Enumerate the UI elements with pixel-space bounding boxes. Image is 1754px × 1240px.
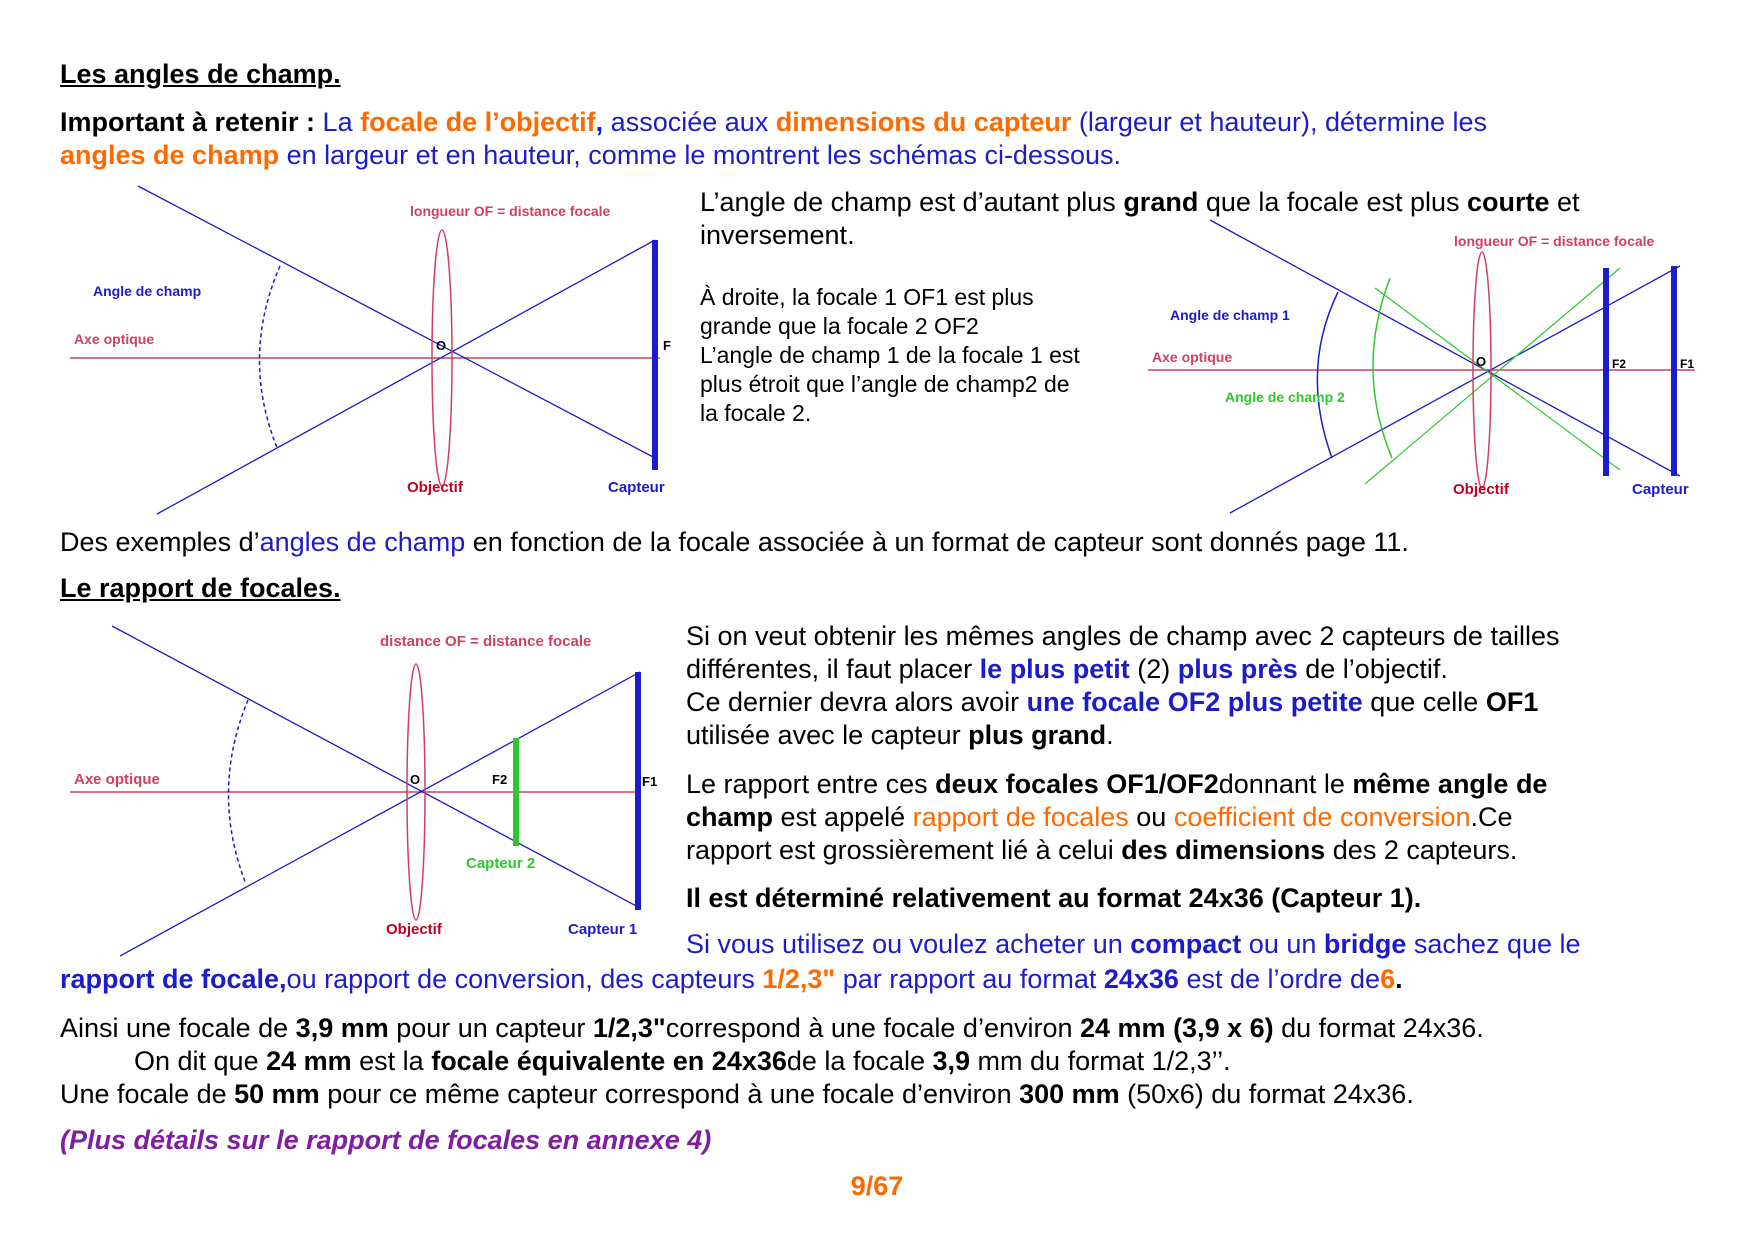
compact-text: Si vous utilisez ou voulez acheter un	[686, 929, 1131, 959]
equiv-text: pour un capteur	[388, 1013, 593, 1043]
ratio-text: .Ce	[1470, 802, 1513, 832]
diagram2-axis-label: Axe optique	[1152, 349, 1233, 365]
focal-comparison-text	[700, 283, 1140, 428]
ratio-keyword: rapport de focales	[912, 802, 1129, 832]
equiv-emphasis: 24 mm	[266, 1046, 352, 1076]
compact-keyword: rapport de focale,	[60, 964, 287, 994]
ratio-keyword: plus près	[1177, 654, 1298, 684]
equiv-text: du format 24x36.	[1273, 1013, 1484, 1043]
compact-text: par rapport au format	[835, 964, 1104, 994]
diagram1-angle-label: Angle de champ	[93, 283, 202, 299]
intro-lead: Important à retenir :	[60, 107, 323, 137]
intro-paragraph	[60, 106, 1720, 172]
diagram1-o-label: O	[436, 338, 447, 353]
diagram3-sensor1-label: Capteur 1	[568, 921, 638, 938]
ratio-text: Ce dernier devra alors avoir	[686, 687, 1027, 717]
equiv-text: Une focale de	[60, 1079, 235, 1109]
section-title-focal-ratio: Le rapport de focales.	[60, 573, 341, 603]
diagram2-top-label: longueur OF = distance focale	[1454, 233, 1655, 249]
diagram1-axis-label: Axe optique	[74, 331, 155, 347]
compact-keyword: 1/2,3"	[762, 964, 836, 994]
ratio-emphasis: des dimensions	[1121, 835, 1326, 865]
equiv-emphasis: focale équivalente en 24x36	[431, 1046, 787, 1076]
rule-text: et	[1549, 187, 1580, 217]
comparison-line: la focale 2.	[700, 400, 812, 426]
ratio-line: Si on veut obtenir les mêmes angles de champ avec 2 capteurs de tailles	[686, 621, 1560, 651]
diagram-angle-of-view	[60, 180, 680, 520]
diagram2-angle1-label: Angle de champ 1	[1170, 307, 1290, 323]
ratio-text: utilisée avec le capteur	[686, 720, 969, 750]
diagram2-o-label: O	[1476, 354, 1487, 369]
diagram3-lens-label: Objectif	[386, 921, 442, 938]
compact-bridge-line-2	[60, 963, 1403, 996]
compact-keyword: bridge	[1323, 929, 1407, 959]
equivalence-paragraph	[60, 1012, 1740, 1111]
equiv-text: est la	[351, 1046, 432, 1076]
comparison-line: plus étroit que l’angle de champ2 de	[700, 371, 1070, 397]
diagram1-f-label: F	[663, 338, 671, 353]
ratio-emphasis: deux focales OF1/OF2	[935, 769, 1219, 799]
equiv-text: pour ce même capteur correspond à une focale d’environ	[319, 1079, 1020, 1109]
diagram2-lens-label: Objectif	[1453, 481, 1509, 498]
ratio-text: rapport est grossièrement lié à celui	[686, 835, 1122, 865]
ratio-emphasis: plus grand	[968, 720, 1107, 750]
ratio-keyword: le plus petit	[979, 654, 1130, 684]
equiv-text: On dit que	[134, 1046, 267, 1076]
ratio-text: de l’objectif.	[1297, 654, 1448, 684]
intro-text: associée aux	[610, 107, 776, 137]
compact-text: ou rapport de conversion, des capteurs	[286, 964, 763, 994]
examples-keyword: angles de champ	[259, 527, 466, 557]
diagram-focal-ratio	[60, 620, 680, 960]
equiv-text: Ainsi une focale de	[60, 1013, 296, 1043]
compact-keyword: 24x36	[1103, 964, 1179, 994]
equiv-emphasis: 3,9 mm	[295, 1013, 389, 1043]
rule-emphasis: grand	[1123, 187, 1199, 217]
diagram-two-focals	[1140, 218, 1700, 518]
compact-text: est de l’ordre de	[1178, 964, 1381, 994]
focal-ratio-paragraph-2	[686, 768, 1726, 867]
diagram2-f2-label: F2	[1612, 357, 1627, 371]
comparison-line: L’angle de champ 1 de la focale 1 est	[700, 342, 1080, 368]
intro-text: (largeur et hauteur), détermine les	[1071, 107, 1488, 137]
diagram3-axis-label: Axe optique	[74, 771, 160, 788]
examples-text: Des exemples d’	[60, 527, 260, 557]
section-title-angles: Les angles de champ.	[60, 59, 341, 89]
compact-text: ou un	[1241, 929, 1324, 959]
equiv-emphasis: 50 mm	[234, 1079, 320, 1109]
annex-note: (Plus détails sur le rapport de focales en annexe 4)	[60, 1125, 712, 1155]
comparison-line: À droite, la focale 1 OF1 est plus	[700, 284, 1034, 310]
rule-emphasis: courte	[1467, 187, 1550, 217]
diagram2-angle2-label: Angle de champ 2	[1225, 389, 1345, 405]
intro-text: La	[322, 107, 361, 137]
ratio-text: Le rapport entre ces	[686, 769, 936, 799]
equiv-text: (50x6) du format 24x36.	[1119, 1079, 1414, 1109]
examples-line	[60, 526, 1409, 559]
intro-text: ,	[595, 107, 611, 137]
diagram2-sensor-label: Capteur	[1632, 481, 1689, 498]
ratio-emphasis: champ	[686, 802, 774, 832]
diagram1-top-label: longueur OF = distance focale	[410, 203, 611, 219]
page-number: 9/67	[850, 1171, 904, 1201]
compact-text: .	[1395, 964, 1403, 994]
diagram3-sensor2-label: Capteur 2	[466, 855, 536, 872]
ratio-emphasis: même angle de	[1352, 769, 1548, 799]
rule-text: L’angle de champ est d’autant plus	[700, 187, 1124, 217]
ratio-text: que celle	[1362, 687, 1486, 717]
diagram3-o-label: O	[410, 772, 421, 787]
equiv-emphasis: 3,9	[932, 1046, 971, 1076]
compact-keyword: 6	[1380, 964, 1396, 994]
ratio-emphasis: OF1	[1485, 687, 1539, 717]
intro-text: en largeur et en hauteur, comme le montrent les schémas ci-dessous.	[279, 140, 1121, 170]
compact-text: sachez que le	[1406, 929, 1581, 959]
diagram1-lens-label: Objectif	[407, 479, 463, 496]
equiv-text: mm du format 1/2,3’’.	[970, 1046, 1231, 1076]
diagram3-f1-label: F1	[642, 774, 658, 789]
ratio-keyword: une focale OF2 plus petite	[1026, 687, 1363, 717]
ratio-text: .	[1106, 720, 1114, 750]
diagram2-f1-label: F1	[1680, 357, 1695, 371]
comparison-line: grande que la focale 2 OF2	[700, 313, 979, 339]
rule-text: inversement.	[700, 220, 855, 250]
ratio-text: est appelé	[773, 802, 913, 832]
intro-keyword: dimensions du capteur	[775, 107, 1072, 137]
equiv-emphasis: 1/2,3"	[592, 1013, 666, 1043]
compact-keyword: compact	[1130, 929, 1242, 959]
examples-text: en fonction de la focale associée à un format de capteur sont donnés page 11.	[465, 527, 1409, 557]
equiv-text: correspond à une focale d’environ	[665, 1013, 1081, 1043]
rule-text: que la focale est plus	[1198, 187, 1467, 217]
equiv-emphasis: 24 mm (3,9 x 6)	[1080, 1013, 1274, 1043]
diagram3-top-label: distance OF = distance focale	[380, 633, 592, 650]
ratio-text: ou	[1128, 802, 1174, 832]
ratio-text: donnant le	[1218, 769, 1353, 799]
focal-ratio-paragraph-1	[686, 620, 1726, 752]
intro-keyword: angles de champ	[60, 140, 280, 170]
diagram1-sensor-label: Capteur	[608, 479, 665, 496]
ratio-text: des 2 capteurs.	[1325, 835, 1518, 865]
format-reference-line: Il est déterminé relativement au format 24x36 (Capteur 1).	[686, 883, 1422, 913]
intro-keyword: focale de l’objectif	[360, 107, 596, 137]
ratio-text: différentes, il faut placer	[686, 654, 980, 684]
equiv-emphasis: 300 mm	[1019, 1079, 1120, 1109]
diagram3-f2-label: F2	[492, 772, 508, 787]
ratio-keyword: coefficient de conversion	[1173, 802, 1471, 832]
equiv-text: de la focale	[786, 1046, 933, 1076]
compact-bridge-line-1	[686, 928, 1581, 961]
ratio-text: (2)	[1129, 654, 1178, 684]
